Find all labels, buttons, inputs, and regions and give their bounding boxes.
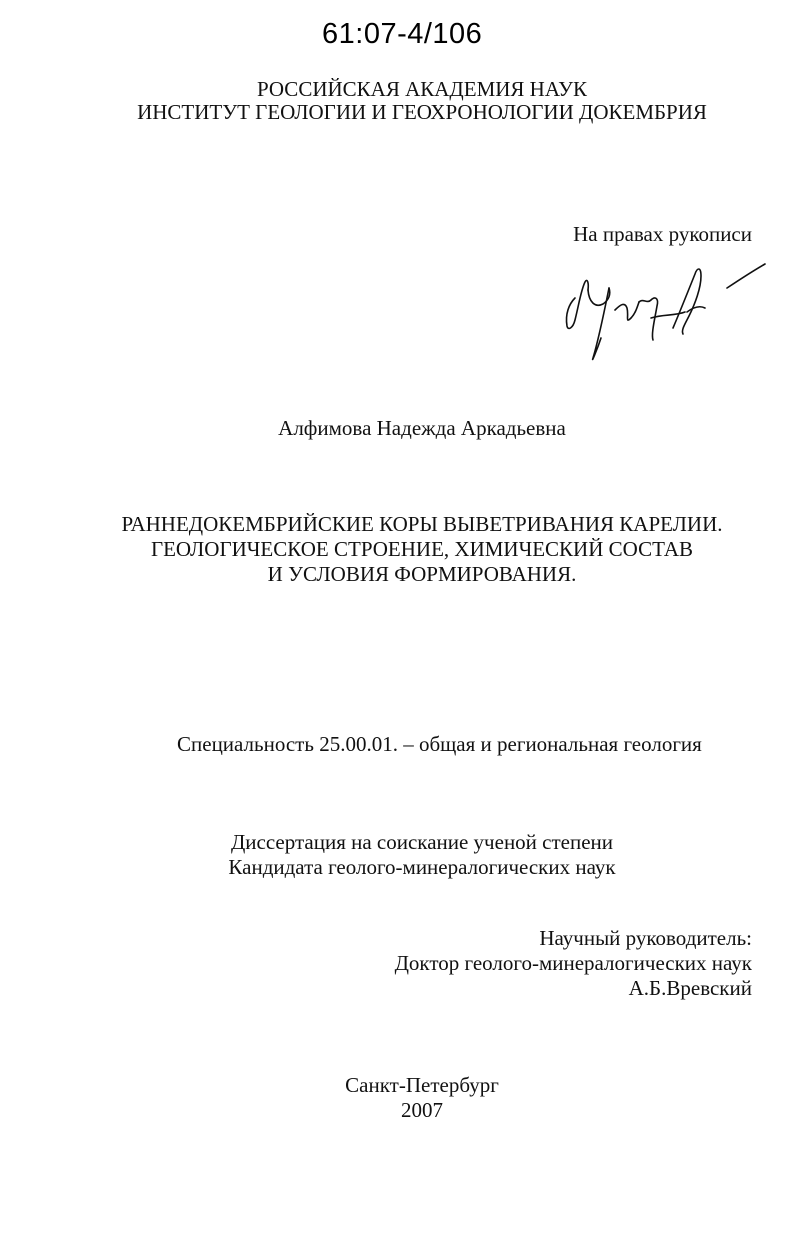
advisor-name: А.Б.Вревский — [628, 976, 752, 1000]
title-line-3: И УСЛОВИЯ ФОРМИРОВАНИЯ. — [267, 562, 577, 586]
title-line-2: ГЕОЛОГИЧЕСКОЕ СТРОЕНИЕ, ХИМИЧЕСКИЙ СОСТАВ — [150, 537, 694, 561]
title-line-1: РАННЕДОКЕМБРИЙСКИЕ КОРЫ ВЫВЕТРИВАНИЯ КАРЕЛИИ. — [121, 512, 723, 536]
organization-heading — [0, 78, 796, 124]
signature-icon — [555, 258, 770, 368]
advisor-label: Научный руководитель: — [539, 926, 752, 950]
scientific-advisor — [395, 926, 752, 1001]
degree-statement — [0, 830, 796, 880]
dissertation-title — [0, 512, 796, 587]
organization-line-2: ИНСТИТУТ ГЕОЛОГИИ И ГЕОХРОНОЛОГИИ ДОКЕМБРИЯ — [137, 100, 707, 124]
manuscript-rights-note: На правах рукописи — [573, 222, 752, 246]
author-name: Алфимова Надежда Аркадьевна — [278, 416, 566, 440]
city-name: Санкт-Петербург — [345, 1073, 499, 1097]
advisor-position: Доктор геолого-минералогических наук — [394, 951, 752, 975]
specialty-line: Специальность 25.00.01. – общая и региональная геология — [177, 732, 702, 756]
place-and-year — [0, 1073, 796, 1123]
archive-code: 61:07-4/106 — [322, 18, 483, 50]
publication-year: 2007 — [401, 1098, 443, 1122]
degree-line-2: Кандидата геолого-минералогических наук — [228, 855, 616, 879]
degree-line-1: Диссертация на соискание ученой степени — [230, 830, 614, 854]
organization-line-1: РОССИЙСКАЯ АКАДЕМИЯ НАУК — [256, 77, 588, 101]
